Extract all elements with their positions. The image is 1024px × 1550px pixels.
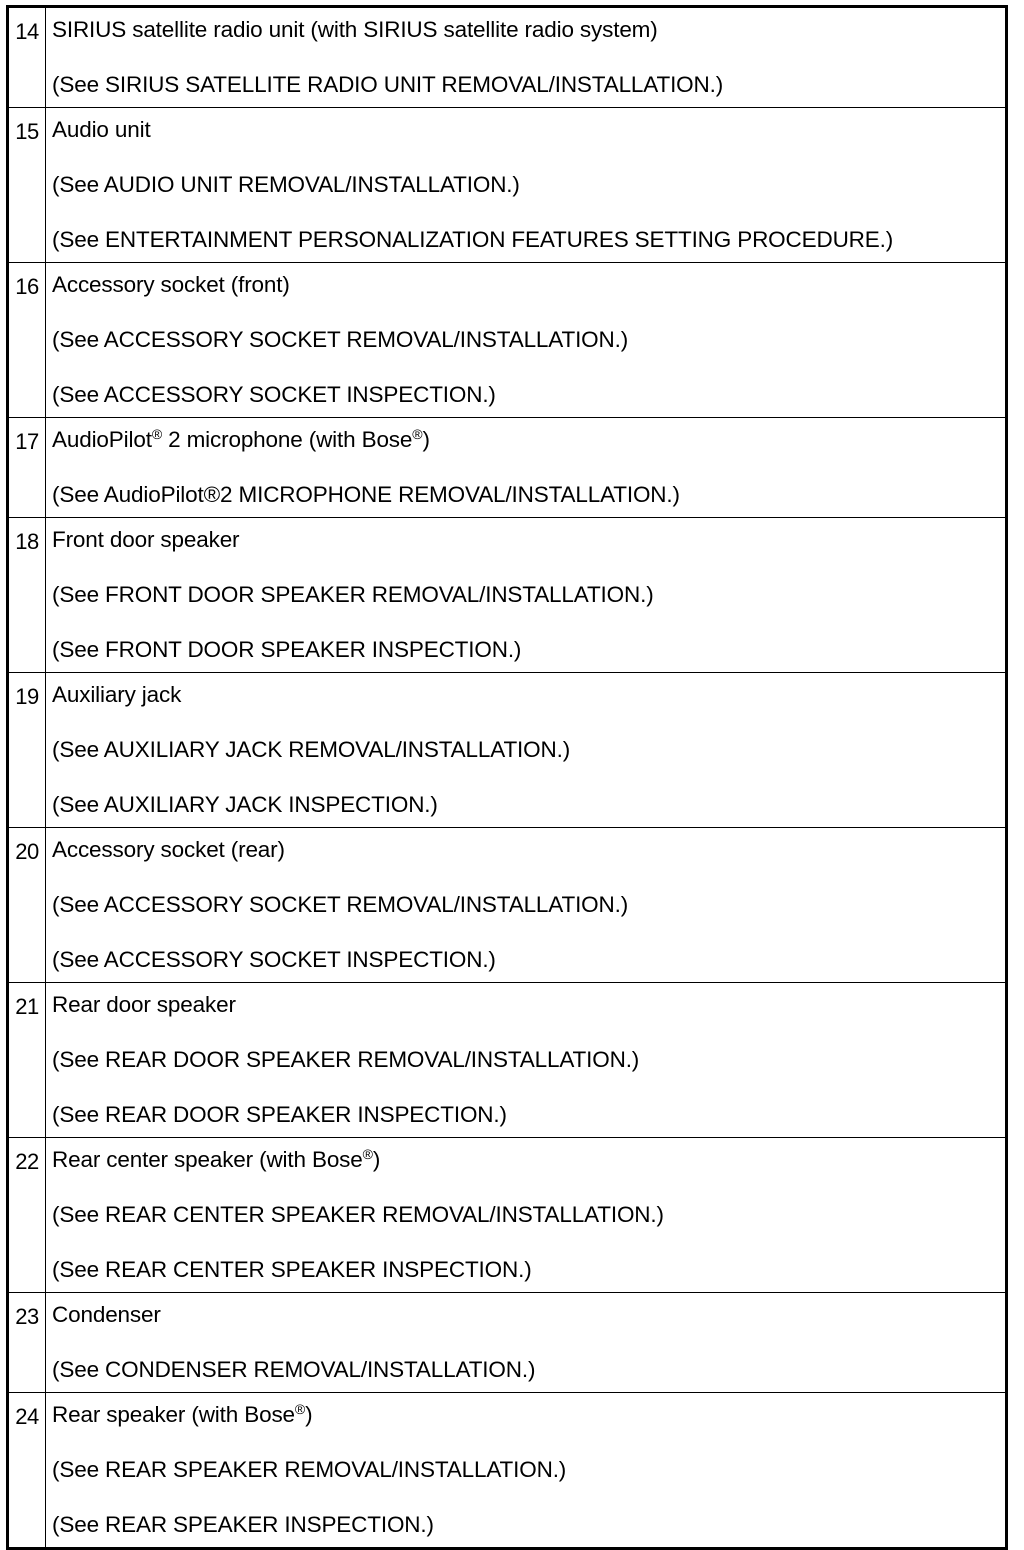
procedure-reference: (See FRONT DOOR SPEAKER INSPECTION.) bbox=[52, 637, 522, 662]
procedure-reference: (See AUDIO UNIT REMOVAL/INSTALLATION.) bbox=[52, 172, 520, 197]
item-number: 15 bbox=[8, 108, 46, 263]
item-number: 17 bbox=[8, 418, 46, 518]
component-name: Accessory socket (rear) bbox=[52, 837, 285, 862]
procedure-reference: (See CONDENSER REMOVAL/INSTALLATION.) bbox=[52, 1357, 536, 1382]
item-description bbox=[46, 1393, 1007, 1549]
component-name: Front door speaker bbox=[52, 527, 240, 552]
procedure-reference: (See AUXILIARY JACK REMOVAL/INSTALLATION.) bbox=[52, 737, 571, 762]
procedure-reference: (See AUXILIARY JACK INSPECTION.) bbox=[52, 792, 438, 817]
component-table bbox=[6, 5, 1008, 1550]
table-row bbox=[8, 7, 1007, 108]
component-name: SIRIUS satellite radio unit (with SIRIUS satellite radio system) bbox=[52, 17, 658, 42]
table-row bbox=[8, 1138, 1007, 1293]
table-row bbox=[8, 263, 1007, 418]
procedure-reference: (See AudioPilot®2 MICROPHONE REMOVAL/INSTALLATION.) bbox=[52, 482, 680, 507]
component-name: Condenser bbox=[52, 1302, 161, 1327]
procedure-reference: (See REAR SPEAKER REMOVAL/INSTALLATION.) bbox=[52, 1457, 567, 1482]
item-number: 19 bbox=[8, 673, 46, 828]
table-row bbox=[8, 673, 1007, 828]
procedure-reference: (See REAR CENTER SPEAKER REMOVAL/INSTALLATION.) bbox=[52, 1202, 664, 1227]
procedure-reference: (See REAR CENTER SPEAKER INSPECTION.) bbox=[52, 1257, 532, 1282]
item-description bbox=[46, 1138, 1007, 1293]
procedure-reference: (See REAR SPEAKER INSPECTION.) bbox=[52, 1512, 434, 1537]
procedure-reference: (See ACCESSORY SOCKET INSPECTION.) bbox=[52, 382, 496, 407]
component-name: Rear door speaker bbox=[52, 992, 236, 1017]
item-number: 20 bbox=[8, 828, 46, 983]
item-description bbox=[46, 108, 1007, 263]
item-description bbox=[46, 828, 1007, 983]
component-name: Audio unit bbox=[52, 117, 151, 142]
item-description bbox=[46, 7, 1007, 108]
component-name: AudioPilot® 2 microphone (with Bose®) bbox=[52, 426, 430, 452]
procedure-reference: (See FRONT DOOR SPEAKER REMOVAL/INSTALLATION.) bbox=[52, 582, 654, 607]
procedure-reference: (See REAR DOOR SPEAKER REMOVAL/INSTALLATION.) bbox=[52, 1047, 640, 1072]
item-description bbox=[46, 518, 1007, 673]
item-description bbox=[46, 983, 1007, 1138]
procedure-reference: (See REAR DOOR SPEAKER INSPECTION.) bbox=[52, 1102, 507, 1127]
table-row bbox=[8, 108, 1007, 263]
table-row bbox=[8, 983, 1007, 1138]
table-row bbox=[8, 828, 1007, 983]
procedure-reference: (See ACCESSORY SOCKET INSPECTION.) bbox=[52, 947, 496, 972]
component-name: Rear center speaker (with Bose®) bbox=[52, 1146, 381, 1172]
table-row bbox=[8, 418, 1007, 518]
component-name: Auxiliary jack bbox=[52, 682, 182, 707]
item-number: 23 bbox=[8, 1293, 46, 1393]
item-description bbox=[46, 263, 1007, 418]
item-number: 14 bbox=[8, 7, 46, 108]
item-number: 22 bbox=[8, 1138, 46, 1293]
component-name: Accessory socket (front) bbox=[52, 272, 290, 297]
item-number: 16 bbox=[8, 263, 46, 418]
procedure-reference: (See ENTERTAINMENT PERSONALIZATION FEATURES SETTING PROCEDURE.) bbox=[52, 227, 894, 252]
table-row bbox=[8, 518, 1007, 673]
procedure-reference: (See ACCESSORY SOCKET REMOVAL/INSTALLATION.) bbox=[52, 892, 629, 917]
procedure-reference: (See SIRIUS SATELLITE RADIO UNIT REMOVAL/INSTALLATION.) bbox=[52, 72, 724, 97]
procedure-reference: (See ACCESSORY SOCKET REMOVAL/INSTALLATION.) bbox=[52, 327, 629, 352]
item-description bbox=[46, 418, 1007, 518]
component-name: Rear speaker (with Bose®) bbox=[52, 1401, 313, 1427]
item-description bbox=[46, 673, 1007, 828]
table-row bbox=[8, 1293, 1007, 1393]
table-row bbox=[8, 1393, 1007, 1549]
item-number: 24 bbox=[8, 1393, 46, 1549]
table-body bbox=[8, 7, 1007, 1549]
item-description bbox=[46, 1293, 1007, 1393]
item-number: 18 bbox=[8, 518, 46, 673]
item-number: 21 bbox=[8, 983, 46, 1138]
